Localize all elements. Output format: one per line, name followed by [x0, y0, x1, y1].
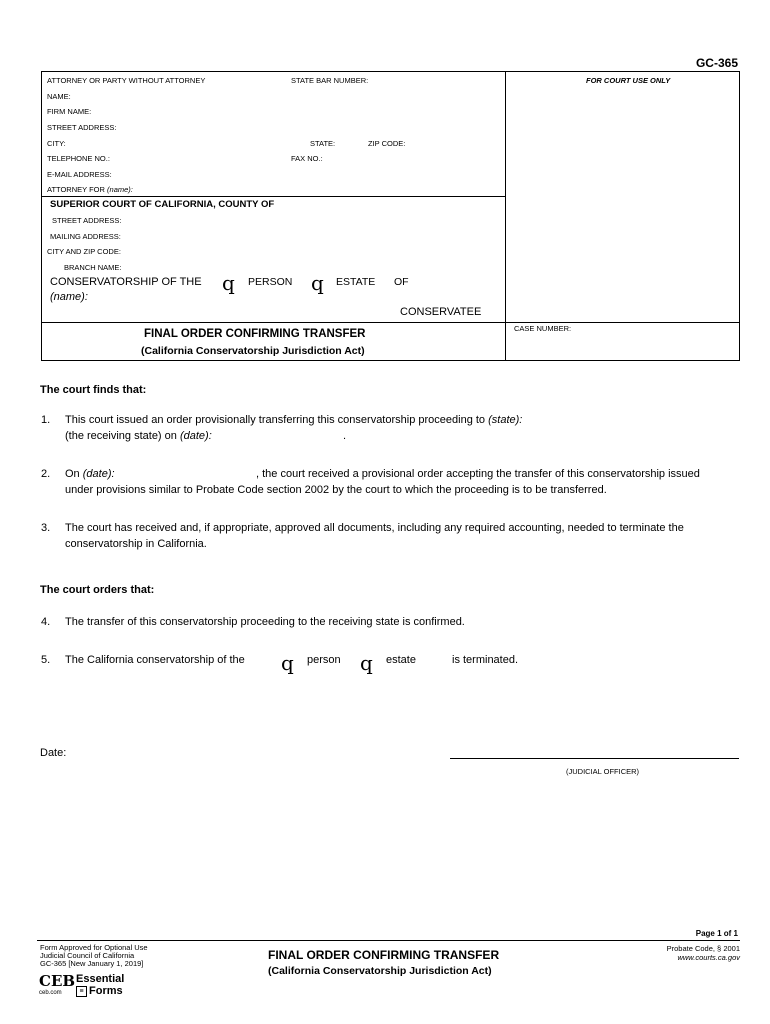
- phone-label[interactable]: TELEPHONE NO.:: [47, 154, 110, 163]
- item2-on-text: On: [65, 468, 80, 480]
- item5-number: 5.: [41, 654, 51, 666]
- caption-box: [41, 71, 740, 361]
- item1-number: 1.: [41, 414, 51, 426]
- attorney-section-bottom: [41, 196, 505, 197]
- approved-line3: GC-365 [New January 1, 2019]: [40, 959, 144, 968]
- conservatee-label: CONSERVATEE: [400, 306, 482, 318]
- approved-line2: Judicial Council of California: [40, 951, 135, 960]
- date-label[interactable]: Date:: [40, 747, 67, 759]
- city-zip-label[interactable]: CITY AND ZIP CODE:: [47, 247, 121, 256]
- item1-line2-text: (the receiving state) on: [65, 430, 177, 442]
- probate-code: Probate Code, § 2001: [666, 944, 740, 953]
- judicial-officer-label: (JUDICIAL OFFICER): [566, 767, 640, 776]
- city-label[interactable]: CITY:: [47, 139, 66, 148]
- forms-logo-word: Forms: [89, 985, 123, 997]
- item3-line1: The court has received and, if appropriate, approved all documents, including any required accounting, needed to terminate the: [65, 522, 684, 534]
- item1-period: .: [343, 430, 347, 442]
- essential-forms-logo: [76, 973, 124, 997]
- attorney-for-hint: (name):: [107, 185, 133, 194]
- form-number: GC-365: [695, 56, 738, 70]
- item2-line2: under provisions similar to Probate Code section 2002 by the court to which the proceeding is to be transferred.: [65, 484, 607, 496]
- form-title: FINAL ORDER CONFIRMING TRANSFER: [144, 328, 366, 340]
- item2-date-hint[interactable]: (date):: [82, 468, 115, 480]
- item1-state-hint[interactable]: (state):: [488, 414, 523, 426]
- caption-divider: [505, 71, 506, 361]
- court-street-label[interactable]: STREET ADDRESS:: [52, 216, 122, 225]
- item5-person-checkbox[interactable]: q: [281, 651, 294, 675]
- item4-number: 4.: [41, 616, 51, 628]
- approved-line1: Form Approved for Optional Use: [40, 943, 148, 952]
- page-number: Page 1 of 1: [695, 929, 738, 938]
- item1-date-hint[interactable]: (date):: [179, 430, 212, 442]
- item5-person-label: person: [307, 654, 341, 666]
- state-bar-label: STATE BAR NUMBER:: [291, 76, 369, 85]
- street-label[interactable]: STREET ADDRESS:: [47, 123, 117, 132]
- person-label: PERSON: [248, 276, 293, 288]
- name-hint[interactable]: (name):: [50, 291, 88, 303]
- findings-heading: The court finds that:: [40, 384, 147, 396]
- forms-box-icon: ≡: [76, 986, 87, 997]
- conservatorship-label: CONSERVATORSHIP OF THE: [50, 276, 202, 288]
- forms-logo-row: [76, 985, 124, 997]
- court-title: SUPERIOR COURT OF CALIFORNIA, COUNTY OF: [50, 199, 275, 210]
- item1-line1-text: This court issued an order provisionally transferring this conservatorship proceeding to: [65, 414, 486, 426]
- zip-label[interactable]: ZIP CODE:: [368, 139, 406, 148]
- item2-number: 2.: [41, 468, 51, 480]
- ceb-logo: [39, 973, 75, 997]
- ceb-logo-mark: CEB: [39, 972, 76, 990]
- item5-estate-checkbox[interactable]: q: [360, 651, 373, 675]
- attorney-for-label[interactable]: [47, 185, 133, 194]
- item4-text: The transfer of this conservatorship proceeding to the receiving state is confirmed.: [65, 616, 465, 628]
- case-number-label[interactable]: CASE NUMBER:: [514, 324, 572, 333]
- essential-logo-word: Essential: [76, 973, 125, 985]
- item1-line1: [65, 414, 522, 426]
- orders-heading: The court orders that:: [40, 584, 155, 596]
- name-label[interactable]: NAME:: [47, 92, 71, 101]
- email-label[interactable]: E-MAIL ADDRESS:: [47, 170, 112, 179]
- item2-line1-rest: , the court received a provisional order accepting the transfer of this conservatorship issued: [256, 468, 700, 480]
- party-section-bottom: [41, 322, 740, 323]
- state-label[interactable]: STATE:: [310, 139, 336, 148]
- fax-label[interactable]: FAX NO.:: [291, 154, 323, 163]
- firm-label[interactable]: FIRM NAME:: [47, 107, 92, 116]
- item5-terminated: is terminated.: [452, 654, 519, 666]
- item3-number: 3.: [41, 522, 51, 534]
- courts-website[interactable]: www.courts.ca.gov: [677, 953, 740, 962]
- item2-on: [65, 468, 115, 480]
- item5-text: The California conservatorship of the: [65, 654, 245, 666]
- of-label: OF: [394, 276, 409, 288]
- court-use-label: FOR COURT USE ONLY: [586, 76, 671, 85]
- estate-label: ESTATE: [336, 276, 376, 288]
- footer-title: FINAL ORDER CONFIRMING TRANSFER: [268, 948, 500, 962]
- ceb-logo-sub: ceb.com: [39, 990, 62, 996]
- item1-line2: [65, 430, 212, 442]
- signature-line[interactable]: [450, 758, 739, 759]
- item5-estate-label: estate: [386, 654, 416, 666]
- branch-label[interactable]: BRANCH NAME:: [64, 263, 122, 272]
- person-checkbox[interactable]: q: [222, 271, 235, 295]
- attorney-label: ATTORNEY OR PARTY WITHOUT ATTORNEY: [47, 76, 206, 85]
- mailing-label[interactable]: MAILING ADDRESS:: [50, 232, 121, 241]
- item3-line2: conservatorship in California.: [65, 538, 207, 550]
- footer-rule: [37, 940, 740, 941]
- estate-checkbox[interactable]: q: [311, 271, 324, 295]
- form-subtitle: (California Conservatorship Jurisdiction Act): [141, 345, 365, 357]
- footer-subtitle: (California Conservatorship Jurisdiction Act): [268, 965, 492, 977]
- attorney-for-text: ATTORNEY FOR: [47, 185, 105, 194]
